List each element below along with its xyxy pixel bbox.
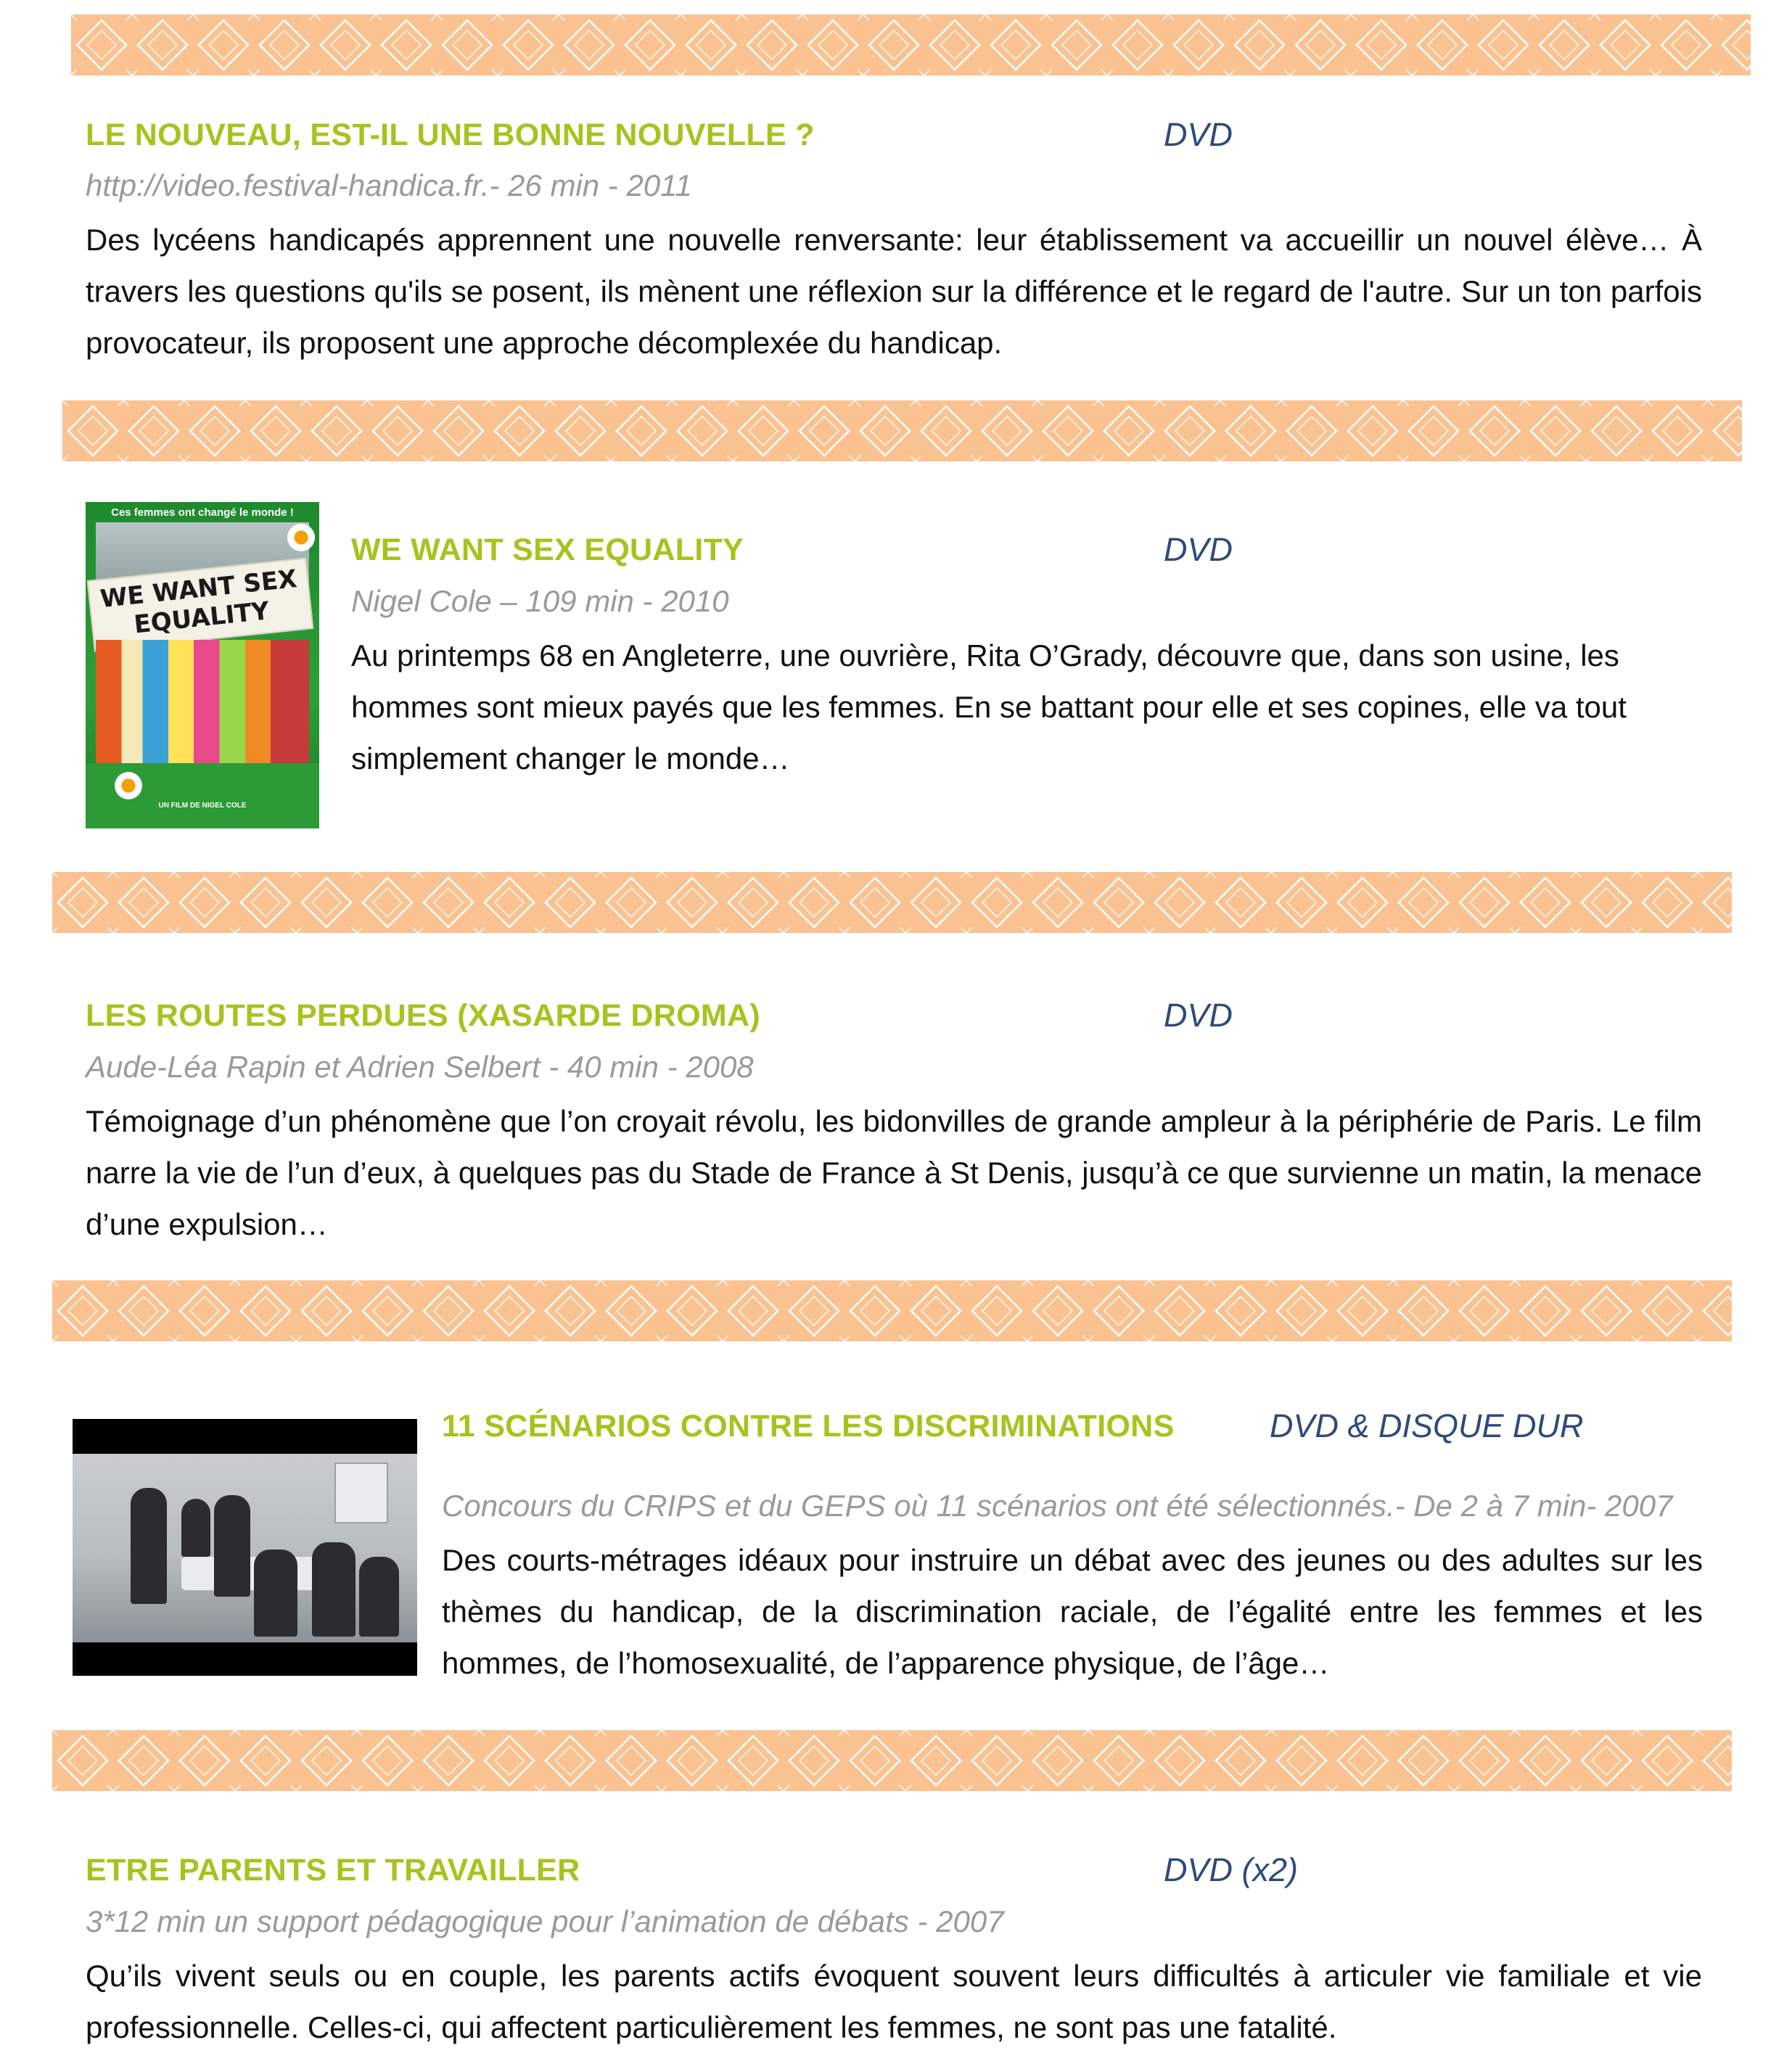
item-medium: DVD (1164, 531, 1233, 568)
poster-credit: UN FILM DE NIGEL COLE (158, 802, 247, 810)
decorative-band (52, 1730, 1732, 1791)
item-medium: DVD (1164, 116, 1233, 153)
item-description: Témoignage d’un phénomène que l’on croyait révolu, les bidonvilles de grande ampleur à la périphérie de Paris. Le film narre la vie de l’un d’eux, à quelques pas du Stade de France à St Denis, jusqu’à ce que survienne un matin, la menace d’une expulsion… (86, 1104, 1702, 1241)
still-board (334, 1462, 388, 1523)
still-person (254, 1550, 297, 1637)
flower-icon (287, 524, 315, 551)
item-description: Qu’ils vivent seuls ou en couple, les parents actifs évoquent souvent leurs difficultés à articuler vie familiale et vie professionnelle. Celles-ci, qui affectent particulièrement les femmes, ne sont pas une fatalité. (86, 1959, 1702, 2044)
item-meta: Nigel Cole – 109 min - 2010 (351, 584, 729, 618)
decorative-band (52, 1280, 1732, 1341)
item-description: Au printemps 68 en Angleterre, une ouvrière, Rita O’Grady, découvre que, dans son usine, les hommes sont mieux payés que les femmes. En se battant pour elle et ses copines, elle va tout simplement changer le monde… (351, 638, 1627, 775)
item-medium: DVD (x2) (1164, 1851, 1299, 1888)
still-person (181, 1499, 210, 1557)
item-title: LES ROUTES PERDUES (XASARDE DROMA) (86, 998, 760, 1033)
decorative-band (62, 400, 1742, 461)
flower-icon (115, 772, 142, 799)
item-meta: 3*12 min un support pédagogique pour l’animation de débats - 2007 (86, 1904, 1004, 1938)
item-title: ETRE PARENTS ET TRAVAILLER (86, 1853, 580, 1888)
still-person (214, 1495, 250, 1597)
poster-people (96, 640, 309, 763)
poster-tagline: Ces femmes ont changé le monde ! (111, 506, 294, 519)
item-meta: Aude-Léa Rapin et Adrien Selbert - 40 min - 2008 (86, 1050, 754, 1084)
still-person (312, 1542, 355, 1637)
item-meta: Concours du CRIPS et du GEPS où 11 scénarios ont été sélectionnés.- De 2 à 7 min- 2007 (442, 1489, 1673, 1523)
item-title: LE NOUVEAU, EST-IL UNE BONNE NOUVELLE ? (86, 118, 815, 152)
still-person (359, 1557, 399, 1637)
item-title: WE WANT SEX EQUALITY (351, 532, 744, 567)
poster-banner-text: WE WANT SEX EQUALITY (99, 564, 299, 640)
decorative-band (52, 872, 1732, 933)
video-still (73, 1419, 417, 1676)
item-medium: DVD & DISQUE DUR (1270, 1407, 1584, 1444)
item-description: Des courts-métrages idéaux pour instruire un débat avec des jeunes ou des adultes sur les thèmes du handicap, de la discrimination raciale, de l’égalité entre les femmes et les hommes, de l’homosexualité, de l’apparence physique, de l’âge… (442, 1543, 1703, 1680)
still-person (131, 1488, 167, 1604)
item-meta: http://video.festival-handica.fr.- 26 min - 2011 (86, 168, 692, 202)
decorative-band (71, 15, 1751, 75)
item-title: 11 SCÉNARIOS CONTRE LES DISCRIMINATIONS (442, 1409, 1175, 1444)
item-medium: DVD (1164, 997, 1233, 1034)
movie-poster (86, 502, 319, 828)
item-description: Des lycéens handicapés apprennent une nouvelle renversante: leur établissement va accueillir un nouvel élève… À travers les questions qu'ils se posent, ils mènent une réflexion sur la différence et le regard de l'autre. Sur un ton parfois provocateur, ils proposent une approche décomplexée du handicap. (86, 223, 1702, 360)
